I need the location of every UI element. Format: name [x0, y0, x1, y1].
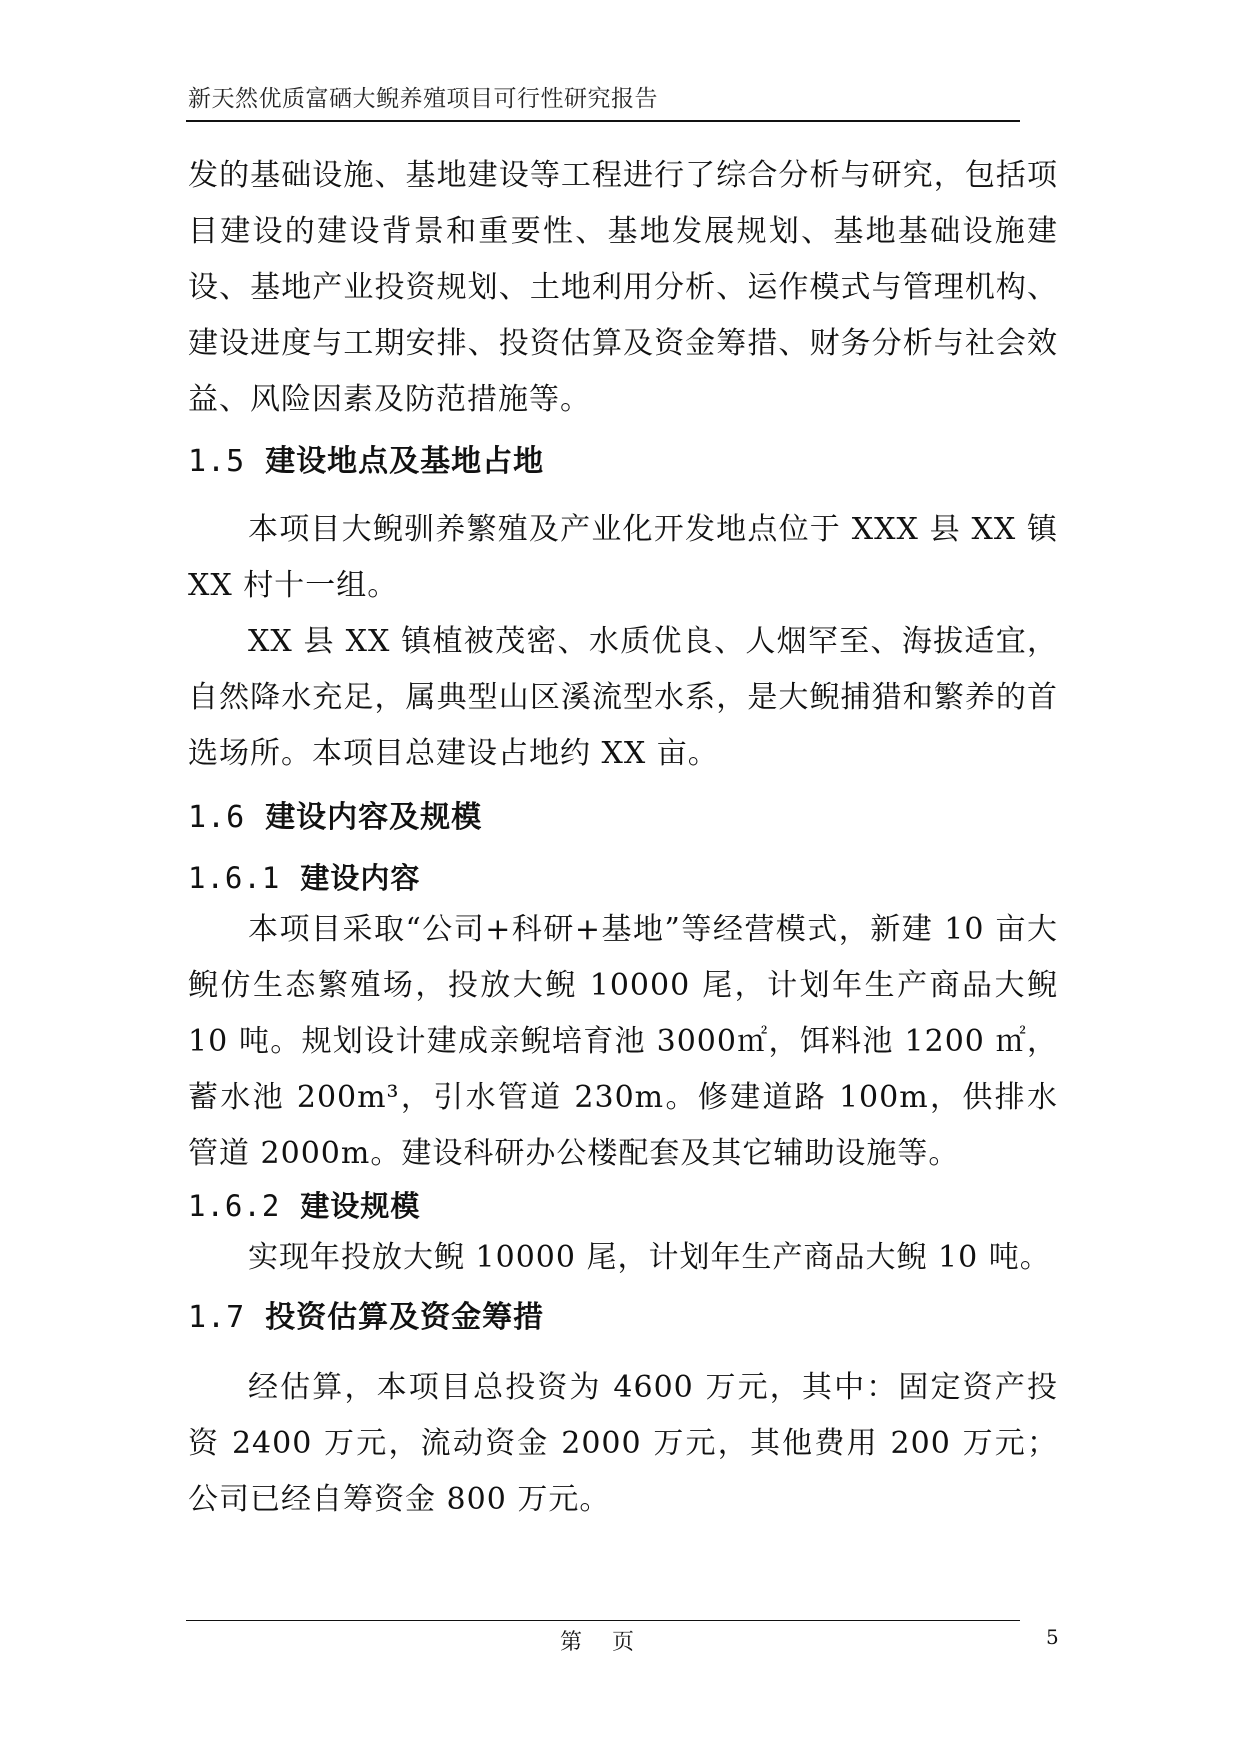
paragraph-continued: 发的基础设施、基地建设等工程进行了综合分析与研究，包括项目建设的建设背景和重要性、基地发展规划、基地基础设施建设、基地产业投资规划、土地利用分析、运作模式与管理机构、建设进度与工期安排、投资估算及资金筹措、财务分析与社会效益、风险因素及防范措施等。 [188, 158, 1058, 417]
section-title: 投资估算及资金筹措 [265, 1300, 545, 1335]
subsection-heading-1-6-1 [188, 858, 1058, 898]
subsection-number: 1.6.2 [188, 1189, 281, 1223]
page-number: 5 [1046, 1625, 1059, 1649]
subsection-title: 建设规模 [300, 1189, 421, 1223]
section-heading-1-5 [188, 442, 1058, 482]
paragraph: XX 县 XX 镇植被茂密、水质优良、人烟罕至、海拔适宜，自然降水充足，属典型山区溪流型水系，是大鲵捕猎和繁养的首选场所。本项目总建设占地约 XX 亩。 [188, 624, 1058, 771]
section-number: 1.5 [188, 444, 246, 479]
document-body [188, 148, 1058, 1528]
footer-label-right: 页 [612, 1630, 637, 1655]
section-number: 1.6 [188, 800, 246, 835]
paragraph: 实现年投放大鲵 10000 尾，计划年生产商品大鲵 10 吨。 [248, 1240, 1051, 1275]
paragraph: 本项目大鲵驯养繁殖及产业化开发地点位于 XXX 县 XX 镇 XX 村十一组。 [188, 512, 1058, 603]
footer-rule [186, 1620, 1020, 1621]
section-heading-1-7 [188, 1298, 1058, 1338]
section-title: 建设内容及规模 [265, 800, 483, 835]
subsection-title: 建设内容 [300, 861, 421, 895]
subsection-number: 1.6.1 [188, 861, 281, 895]
paragraph: 本项目采取“公司+科研+基地”等经营模式，新建 10 亩大鲵仿生态繁殖场，投放大鲵 10000 尾，计划年生产商品大鲵 10 吨。规划设计建成亲鲵培育池 3000㎡，饵料池 1200 ㎡，蓄水池 200m³，引水管道 230m。修建道路 100m，供排水管道 2000m。建设科研办公楼配套及其它辅助设施等。 [188, 912, 1058, 1171]
footer-page-label [560, 1628, 636, 1658]
subsection-heading-1-6-2 [188, 1186, 1058, 1226]
footer-label-left: 第 [560, 1630, 585, 1655]
header-rule [186, 120, 1020, 122]
running-header: 新天然优质富硒大鲵养殖项目可行性研究报告 [188, 86, 658, 112]
section-heading-1-6 [188, 798, 1058, 838]
section-number: 1.7 [188, 1300, 246, 1335]
paragraph: 经估算，本项目总投资为 4600 万元，其中：固定资产投资 2400 万元，流动资金 2000 万元，其他费用 200 万元；公司已经自筹资金 800 万元。 [188, 1370, 1058, 1517]
section-title: 建设地点及基地占地 [265, 444, 545, 479]
